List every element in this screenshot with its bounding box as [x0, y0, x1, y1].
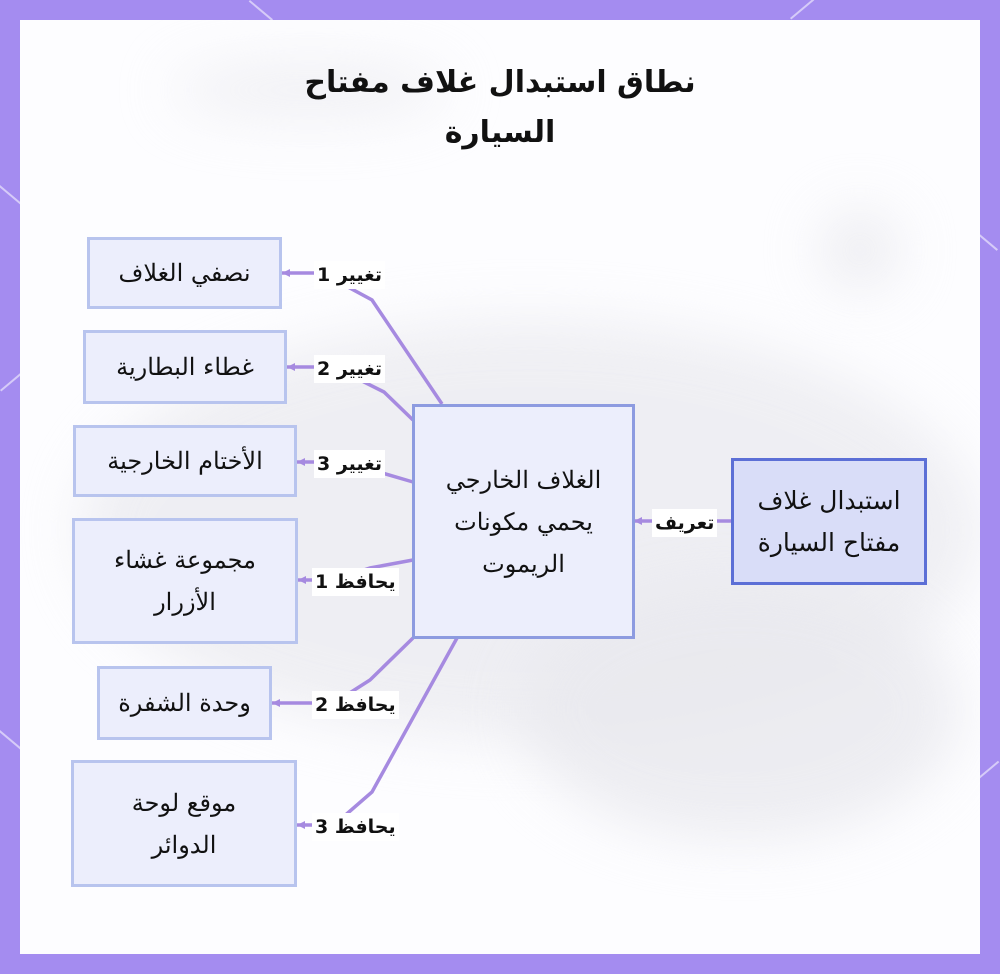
edge-label-5: يحافظ 2	[312, 691, 399, 719]
connector-child-6	[297, 638, 457, 825]
child-node-1	[87, 237, 282, 309]
child-node-text: غطاء البطارية	[116, 353, 254, 381]
title-line-1: نطاق استبدال غلاف مفتاح	[304, 65, 696, 100]
connector-child-1	[282, 273, 442, 404]
edge-label-root: تعريف	[652, 509, 717, 537]
center-node-text: الغلاف الخارجي يحمي مكونات الريموت	[445, 465, 602, 578]
child-node-text: نصفي الغلاف	[118, 259, 251, 287]
child-node-5	[97, 666, 272, 740]
child-node-text: مجموعة غشاء الأزرار	[114, 546, 256, 616]
edge-label-4: يحافظ 1	[312, 568, 399, 596]
edge-label-6: يحافظ 3	[312, 813, 399, 841]
child-node-text: وحدة الشفرة	[118, 689, 251, 717]
title-line-2: السيارة	[444, 115, 556, 150]
child-node-text: الأختام الخارجية	[107, 447, 263, 475]
child-node-6	[71, 760, 297, 887]
child-node-3	[73, 425, 297, 497]
edge-label-3: تغيير 3	[314, 450, 385, 478]
child-node-text: موقع لوحة الدوائر	[131, 788, 237, 859]
center-node	[412, 404, 635, 639]
edge-label-2: تغيير 2	[314, 355, 385, 383]
root-node-text: استبدال غلاف مفتاح السيارة	[757, 485, 901, 557]
child-node-2	[83, 330, 287, 404]
root-node	[731, 458, 927, 585]
edge-label-1: تغيير 1	[314, 261, 385, 289]
child-node-4	[72, 518, 298, 644]
